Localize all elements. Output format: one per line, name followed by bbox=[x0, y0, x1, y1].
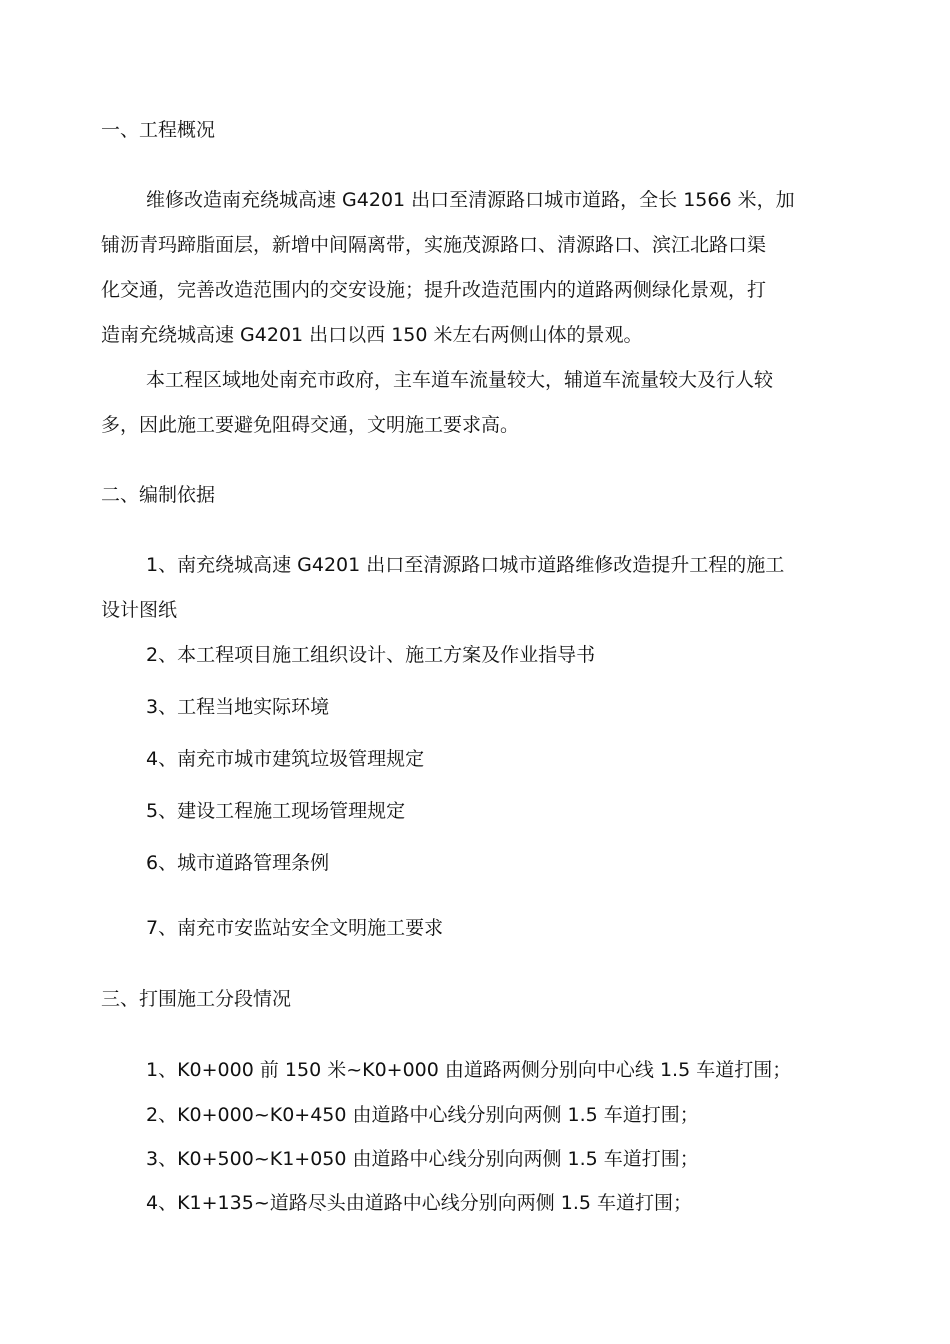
section-heading-overview: 一、工程概况 bbox=[101, 119, 216, 141]
paragraph-line: 本工程区域地处南充市政府，主车道车流量较大，辅道车流量较大及行人较 bbox=[146, 369, 774, 391]
list-item: 6、城市道路管理条例 bbox=[146, 852, 330, 874]
list-item: 4、K1+135~道路尽头由道路中心线分别向两侧 1.5 车道打围； bbox=[146, 1192, 693, 1214]
list-item: 5、建设工程施工现场管理规定 bbox=[146, 800, 406, 822]
section-heading-basis: 二、编制依据 bbox=[101, 484, 216, 506]
paragraph-line: 化交通，完善改造范围内的交安设施；提升改造范围内的道路两侧绿化景观，打 bbox=[101, 279, 767, 301]
list-item: 1、南充绕城高速 G4201 出口至清源路口城市道路维修改造提升工程的施工 bbox=[146, 554, 785, 576]
list-item: 3、K0+500~K1+050 由道路中心线分别向两侧 1.5 车道打围； bbox=[146, 1148, 699, 1170]
list-item-continuation: 设计图纸 bbox=[101, 599, 178, 621]
paragraph-line: 造南充绕城高速 G4201 出口以西 150 米左右两侧山体的景观。 bbox=[101, 324, 643, 346]
paragraph-line: 维修改造南充绕城高速 G4201 出口至清源路口城市道路，全长 1566 米，加 bbox=[146, 189, 795, 211]
list-item: 3、工程当地实际环境 bbox=[146, 696, 330, 718]
paragraph-line: 铺沥青玛蹄脂面层，新增中间隔离带，实施茂源路口、清源路口、滨江北路口渠 bbox=[101, 234, 767, 256]
list-item: 2、本工程项目施工组织设计、施工方案及作业指导书 bbox=[146, 644, 596, 666]
list-item: 2、K0+000~K0+450 由道路中心线分别向两侧 1.5 车道打围； bbox=[146, 1104, 699, 1126]
list-item: 4、南充市城市建筑垃圾管理规定 bbox=[146, 748, 425, 770]
section-heading-segments: 三、打围施工分段情况 bbox=[101, 988, 292, 1010]
list-item: 7、南充市安监站安全文明施工要求 bbox=[146, 917, 444, 939]
paragraph-line: 多，因此施工要避免阻碍交通，文明施工要求高。 bbox=[101, 414, 520, 436]
list-item: 1、K0+000 前 150 米~K0+000 由道路两侧分别向中心线 1.5 车道打围； bbox=[146, 1059, 792, 1081]
